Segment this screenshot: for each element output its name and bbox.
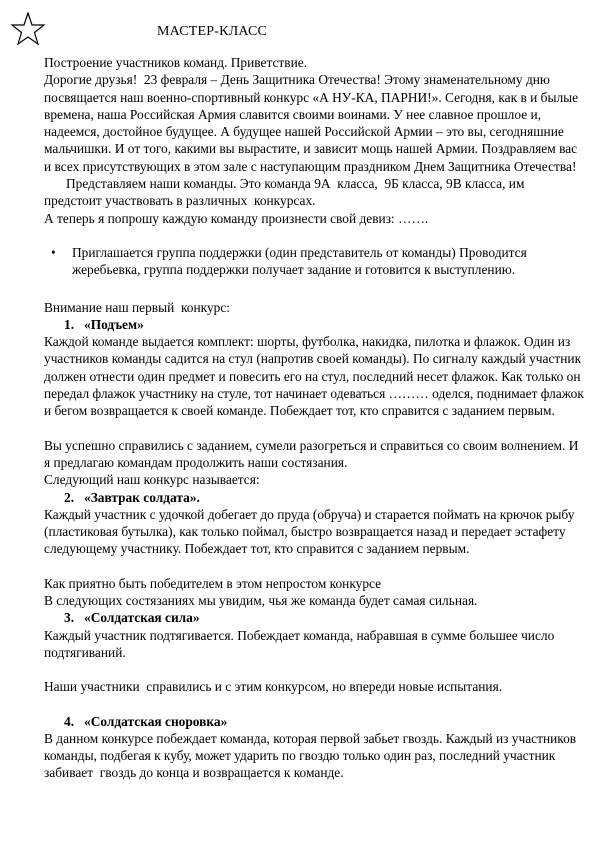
- contest-2-description: Каждый участник с удочкой добегает до пруда (обруча) и старается поймать на крючок рыбу (пластиковая бутылка), как только поймал, быстро возвращается назад и передает эстафету следующему участнику. Побеждает тот, кто справится с заданием первым.: [44, 506, 578, 557]
- page-title: МАСТЕР-КЛАСС: [157, 24, 268, 39]
- paragraph-new-challenges: Наши участники справились и с этим конкурсом, но впереди новые испытания.: [44, 679, 503, 695]
- paragraph-next-contest: Следующий наш конкурс называется:: [44, 472, 260, 488]
- paragraph-winner: Как приятно быть победителем в этом непростом конкурсе: [44, 575, 382, 591]
- bullet-text: Приглашается группа поддержки (один представитель от команды) Проводится жеребьевка, группа поддержки получает задание и готовится к выступлению.: [72, 244, 531, 278]
- paragraph-first-contest-intro: Внимание наш первый конкурс:: [44, 299, 231, 315]
- paragraph-strongest: В следующих состязаниях мы увидим, чья же команда будет самая сильная.: [44, 593, 478, 609]
- paragraph-motto: А теперь я попрошу каждую команду произнести свой девиз: …….: [44, 210, 429, 226]
- paragraph-after-contest-1: Вы успешно справились с заданием, сумели разогреться и справиться со своим волнением. И я предлагаю командам продолжить наши состязания.: [44, 437, 582, 470]
- contest-2-heading: 2. «Завтрак солдата».: [64, 489, 200, 505]
- list-item-support-group: [44, 244, 584, 279]
- document-body: [44, 54, 588, 782]
- paragraph-lineup: Построение участников команд. Приветствие.: [44, 55, 308, 70]
- contest-3-description: Каждый участник подтягивается. Побеждает команда, набравшая в сумме большее число подтягиваний.: [44, 627, 558, 660]
- contest-4-description: В данном конкурсе побеждает команда, которая первой забьет гвоздь. Каждый из участников команды, подбегая к кубу, может ударить по гвоздю только один раз, последний участник забивает гвоздь до конца и возвращается к команде.: [44, 730, 580, 781]
- bullet-icon: •: [51, 244, 56, 260]
- contest-4-heading: 4. «Солдатская сноровка»: [64, 713, 228, 729]
- paragraph-greeting: Дорогие друзья! 23 февраля – День Защитника Отечества! Этому знаменательному дню посвящается наш военно-спортивный конкурс «А НУ-КА, ПАРНИ!». Сегодня, как в и былые времена, наша Российская Армия славится своими воинами. У нее славное прошлое и, надеемся, достойное будущее. А будущее нашей Российской Армии – это вы, сегодняшние мальчишки. И от того, какими вы вырастите, и зависит мощь нашей Армии. Поздравляем вас и всех присутствующих в этом зале с наступающим праздником Днем Защитника Отечества!: [44, 72, 582, 174]
- contest-1-heading: 1. «Подъем»: [64, 316, 144, 332]
- contest-3-heading: 3. «Солдатская сила»: [64, 610, 200, 626]
- star-outline-icon: [11, 12, 45, 46]
- paragraph-teams: Представляем наши команды. Это команда 9А класса, 9Б класса, 9В класса, им предстоит участвовать в различных конкурсах.: [44, 176, 528, 209]
- contest-1-description: Каждой команде выдается комплект: шорты, футболка, накидка, пилотка и флажок. Один из участников команды садится на стул (напротив своей команды). По сигналу каждый участник должен отнести один предмет и повесить его на стул, последний несет флажок. Как только он передал флажок участнику на стуле, тот начинает одеваться ……… оделся, поднимает флажок и бегом возвращается к своей команде. Побеждает тот, кто справится с заданием первым.: [44, 334, 588, 419]
